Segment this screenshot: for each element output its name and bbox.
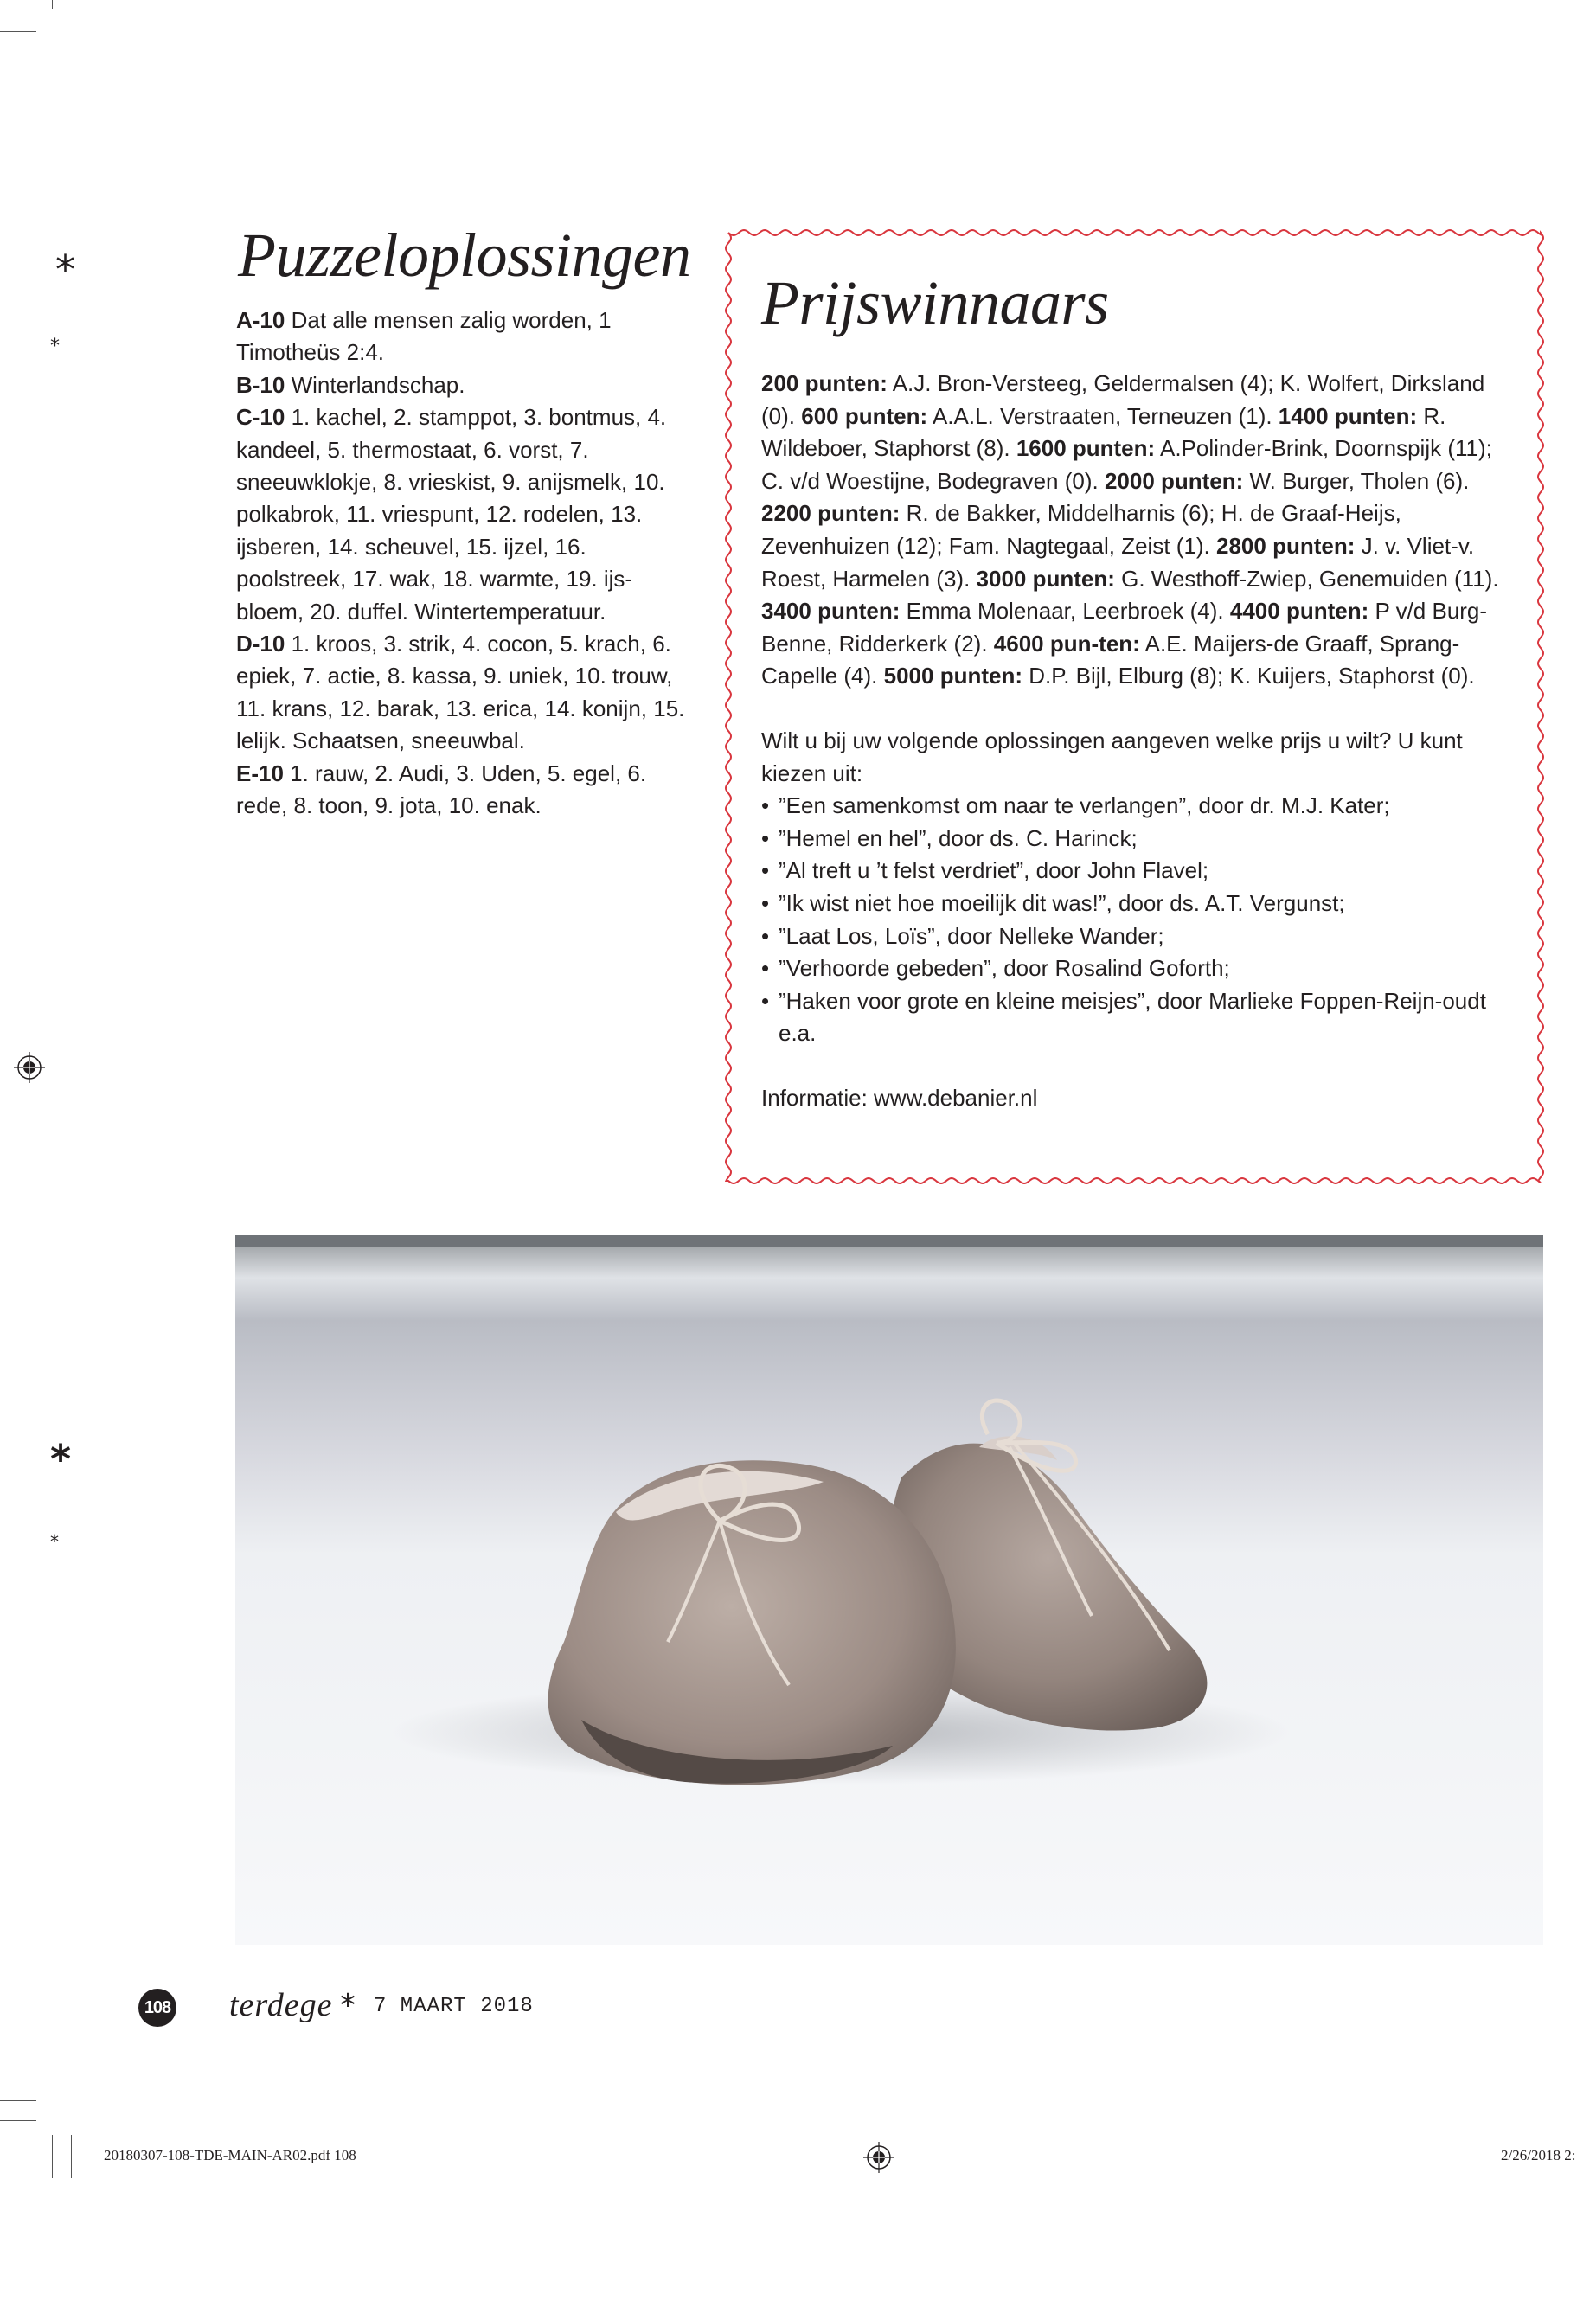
- solution-label: A-10: [236, 307, 285, 333]
- winner-entry: [801, 403, 1279, 429]
- solution-label: C-10: [236, 404, 285, 431]
- asterisk-icon: *: [55, 247, 75, 293]
- winner-names: A.Polinder-Brink, Doornspijk (11); C. v/d Woestijne, Bodegraven (0).: [761, 435, 1492, 494]
- winners-paragraph: [761, 368, 1514, 693]
- points-label: 600 punten:: [801, 402, 928, 429]
- choose-prize-intro: Wilt u bij uw volgende oplossingen aangeven welke prijs u wilt? U kunt kiezen uit:: [761, 727, 1463, 786]
- photo-illustration: [235, 1235, 1543, 1945]
- brand-logo: terdege: [229, 1987, 333, 2023]
- registration-mark-icon: [863, 2142, 894, 2173]
- solution-label: B-10: [236, 371, 285, 398]
- solution-entry: [236, 307, 612, 365]
- solution-text: 1. kachel, 2. stamppot, 3. bontmus, 4. kandeel, 5. thermostaat, 6. vorst, 7. sneeuwklokje, 8. vrieskist, 9. anijsmelk, 10. polkabrok, 11. vriespunt, 12. rodelen, 13. ijsberen, 14. scheuvel, 15. ijzel, 16. poolstreek, 17. wak, 18. warmte, 19. ijs-bloem, 20. duffel. Wintertemperatuur.: [236, 404, 667, 625]
- points-label: 4400 punten:: [1229, 598, 1369, 625]
- points-label: 200 punten:: [761, 370, 888, 396]
- prize-winners-text: [761, 368, 1514, 1114]
- book-option: • ”Laat Los, Loïs”, door Nelleke Wander;: [761, 920, 1514, 953]
- asterisk-icon: *: [50, 336, 60, 357]
- crop-mark: [0, 2100, 36, 2101]
- puzzle-solutions-text: [236, 304, 686, 823]
- points-label: 2200 punten:: [761, 500, 901, 527]
- solution-text: 1. kroos, 3. strik, 4. cocon, 5. krach, 6. epiek, 7. actie, 8. kassa, 9. uniek, 10. trouw, 11. krans, 12. barak, 13. erica, 14. konijn, 15. lelijk. Schaatsen, sneeuwbal.: [236, 631, 685, 754]
- book-option: • ”Al treft u ’t felst verdriet”, door John Flavel;: [761, 855, 1514, 888]
- puzzle-solutions-title: Puzzeloplossingen: [238, 221, 691, 290]
- winner-names: A.A.L. Verstraaten, Terneuzen (1).: [927, 402, 1279, 429]
- crop-mark: [0, 2120, 36, 2121]
- winner-entry: [1105, 468, 1469, 494]
- crop-mark: [71, 2135, 72, 2178]
- crop-mark: [52, 2135, 53, 2178]
- points-label: 3000 punten:: [976, 565, 1115, 592]
- solution-label: D-10: [236, 631, 285, 657]
- winner-names: A.E. Maijers-de Graaff, Sprang-Capelle (4).: [761, 630, 1460, 689]
- baby-shoes-photo: [235, 1235, 1543, 1945]
- solution-text: Winterlandschap.: [285, 371, 465, 398]
- asterisk-icon: *: [50, 1531, 59, 1552]
- winner-names: W. Burger, Tholen (6).: [1243, 467, 1470, 494]
- print-slug-date: 2/26/2018 2:: [1501, 2147, 1576, 2163]
- book-option: • ”Haken voor grote en kleine meisjes”, door Marlieke Foppen-Reijn-oudt e.a.: [761, 985, 1514, 1050]
- winner-names: A.J. Bron-Versteeg, Geldermalsen (4); K. Wolfert, Dirksland (0).: [761, 370, 1485, 429]
- winner-names: R. de Bakker, Middelharnis (6); H. de Graaf-Heijs, Zevenhuizen (12); Fam. Nagtegaal, Zeist (1).: [761, 500, 1401, 559]
- page-number-badge: 108: [138, 1989, 176, 2027]
- points-label: 3400 punten:: [761, 598, 901, 625]
- book-option: • ”Een samenkomst om naar te verlangen”, door dr. M.J. Kater;: [761, 790, 1514, 823]
- points-label: 2800 punten:: [1216, 532, 1356, 559]
- solution-entry: [236, 760, 646, 818]
- winner-names: D.P. Bijl, Elburg (8); K. Kuijers, Staphorst (0).: [1022, 663, 1475, 689]
- prize-winners-title: Prijswinnaars: [761, 268, 1109, 337]
- winner-names: J. v. Vliet-v. Roest, Harmelen (3).: [761, 532, 1475, 592]
- solution-entry: [236, 631, 684, 753]
- winner-names: P v/d Burg-Benne, Ridderkerk (2).: [761, 598, 1488, 657]
- info-link[interactable]: Informatie: www.debanier.nl: [761, 1084, 1038, 1111]
- book-options-list: [761, 790, 1514, 1050]
- points-label: 4600 pun-ten:: [993, 630, 1140, 657]
- asterisk-icon: *: [50, 1436, 72, 1483]
- book-option: • ”Verhoorde gebeden”, door Rosalind Goforth;: [761, 952, 1514, 985]
- book-option: • ”Hemel en hel”, door ds. C. Harinck;: [761, 823, 1514, 856]
- solution-text: Dat alle mensen zalig worden, 1 Timotheüs 2:4.: [236, 307, 612, 366]
- asterisk-separator: *: [340, 1988, 356, 2023]
- solution-entry: [236, 372, 465, 398]
- solution-entry: [236, 404, 666, 624]
- crop-mark: [52, 0, 53, 9]
- points-label: 1400 punten:: [1278, 402, 1418, 429]
- points-label: 2000 punten:: [1104, 467, 1244, 494]
- solution-text: 1. rauw, 2. Audi, 3. Uden, 5. egel, 6. rede, 8. toon, 9. jota, 10. enak.: [236, 760, 647, 819]
- winner-entry: [977, 566, 1499, 592]
- crop-mark: [0, 31, 36, 32]
- winner-entry: [761, 598, 1230, 624]
- winner-names: R. Wildeboer, Staphorst (8).: [761, 402, 1446, 462]
- registration-mark-icon: [14, 1052, 45, 1083]
- winner-entry: [884, 663, 1475, 689]
- solution-label: E-10: [236, 760, 284, 786]
- book-option: • ”Ik wist niet hoe moeilijk dit was!”, door ds. A.T. Vergunst;: [761, 888, 1514, 920]
- winner-names: G. Westhoff-Zwiep, Genemuiden (11).: [1114, 565, 1499, 592]
- issue-date: 7 MAART 2018: [374, 1995, 534, 2018]
- points-label: 1600 punten:: [1016, 435, 1156, 462]
- print-slug-filename: 20180307-108-TDE-MAIN-AR02.pdf 108: [104, 2147, 356, 2163]
- winner-names: Emma Molenaar, Leerbroek (4).: [900, 598, 1230, 625]
- points-label: 5000 punten:: [883, 663, 1022, 689]
